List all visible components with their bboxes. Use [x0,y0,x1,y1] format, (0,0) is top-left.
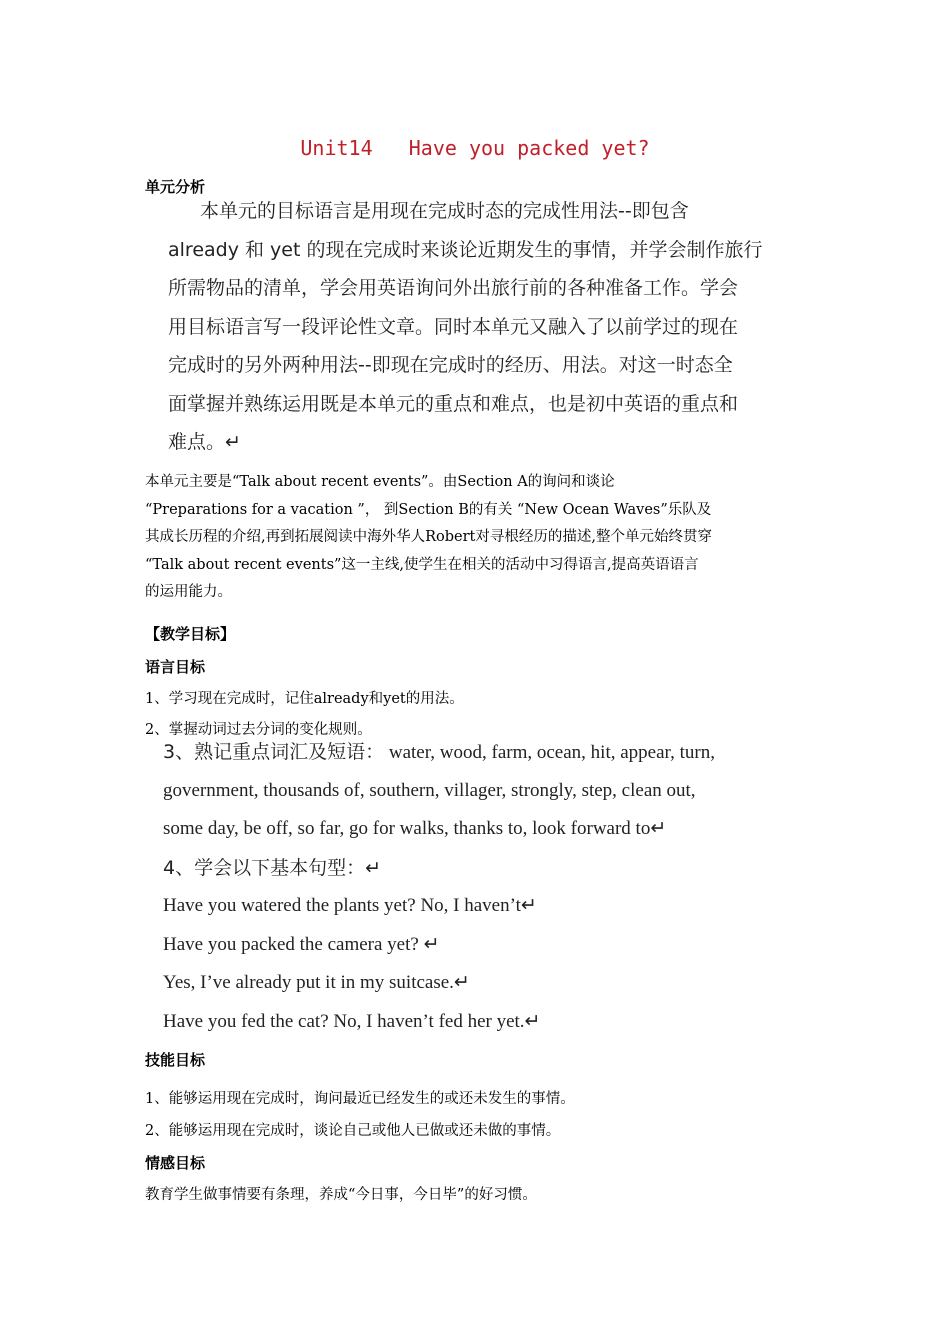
vocabulary-label: 3、熟记重点词汇及短语： [163,741,385,763]
analysis-line: 所需物品的清单，学会用英语询问外出旅行前的各种准备工作。学会 [168,277,739,299]
sentence-pattern: Have you watered the plants yet? No, I haven’t↵ [163,895,537,916]
unit-summary-paragraph [145,469,810,607]
analysis-line: already 和 yet 的现在完成时来谈论近期发生的事情，并学会制作旅行 [168,238,763,261]
skills-goals-heading: 技能目标 [145,1051,206,1069]
language-goal-item: 1、学习现在完成时，记住already和yet的用法。 [145,691,464,707]
vocabulary-line: government, thousands of, southern, villager, strongly, step, clean out, [163,779,696,801]
skills-goal-item: 2、能够运用现在完成时，谈论自己或他人已做或还未做的事情。 [145,1123,561,1139]
emotion-goals-heading: 情感目标 [145,1154,206,1172]
emotion-goal-text: 教育学生做事情要有条理，养成“今日事，今日毕”的好习惯。 [145,1187,537,1203]
analysis-line: 难点。↵ [168,431,241,453]
summary-line: 的运用能力。 [145,584,232,601]
sentence-patterns-label: 4、学会以下基本句型：↵ [163,856,382,879]
teaching-goals-heading: 【教学目标】 [145,625,236,643]
vocabulary-line: water, wood, farm, ocean, hit, appear, turn, [384,742,715,763]
sentence-pattern: Have you fed the cat? No, I haven’t fed her yet.↵ [163,1010,541,1032]
summary-line: 其成长历程的介绍,再到拓展阅读中海外华人Robert对寻根经历的描述,整个单元始终贯穿 [145,529,712,546]
analysis-line: 用目标语言写一段评论性文章。同时本单元又融入了以前学过的现在 [168,315,739,338]
sentence-pattern: Yes, I’ve already put it in my suitcase.↵ [163,972,470,993]
analysis-line: 本单元的目标语言是用现在完成时态的完成性用法--即包含 [200,200,689,222]
summary-line: “Preparations for a vacation ”， 到Section B的有关 “New Ocean Waves”乐队及 [145,501,712,518]
language-goal-item: 2、掌握动词过去分词的变化规则。 [145,722,372,738]
analysis-line: 面掌握并熟练运用既是本单元的重点和难点，也是初中英语的重点和 [168,392,739,415]
sentence-pattern: Have you packed the camera yet? ↵ [163,933,440,955]
unit-analysis-body [168,192,808,462]
summary-line: 本单元主要是“Talk about recent events”。由Section A的询问和谈论 [145,474,615,490]
vocabulary-line: some day, be off, so far, go for walks, thanks to, look forward to↵ [163,818,667,839]
skills-goal-item: 1、能够运用现在完成时，询问最近已经发生的或还未发生的事情。 [145,1091,575,1107]
unit-analysis-heading: 单元分析 [145,178,206,196]
analysis-line: 完成时的另外两种用法--即现在完成时的经历、用法。对这一时态全 [168,354,733,376]
page-title: Unit14 Have you packed yet? [300,136,650,160]
language-goals-heading: 语言目标 [145,658,206,676]
summary-line: “Talk about recent events”这一主线,使学生在相关的活动中习得语言,提高英语语言 [145,556,699,573]
vocabulary-block [163,733,813,1041]
